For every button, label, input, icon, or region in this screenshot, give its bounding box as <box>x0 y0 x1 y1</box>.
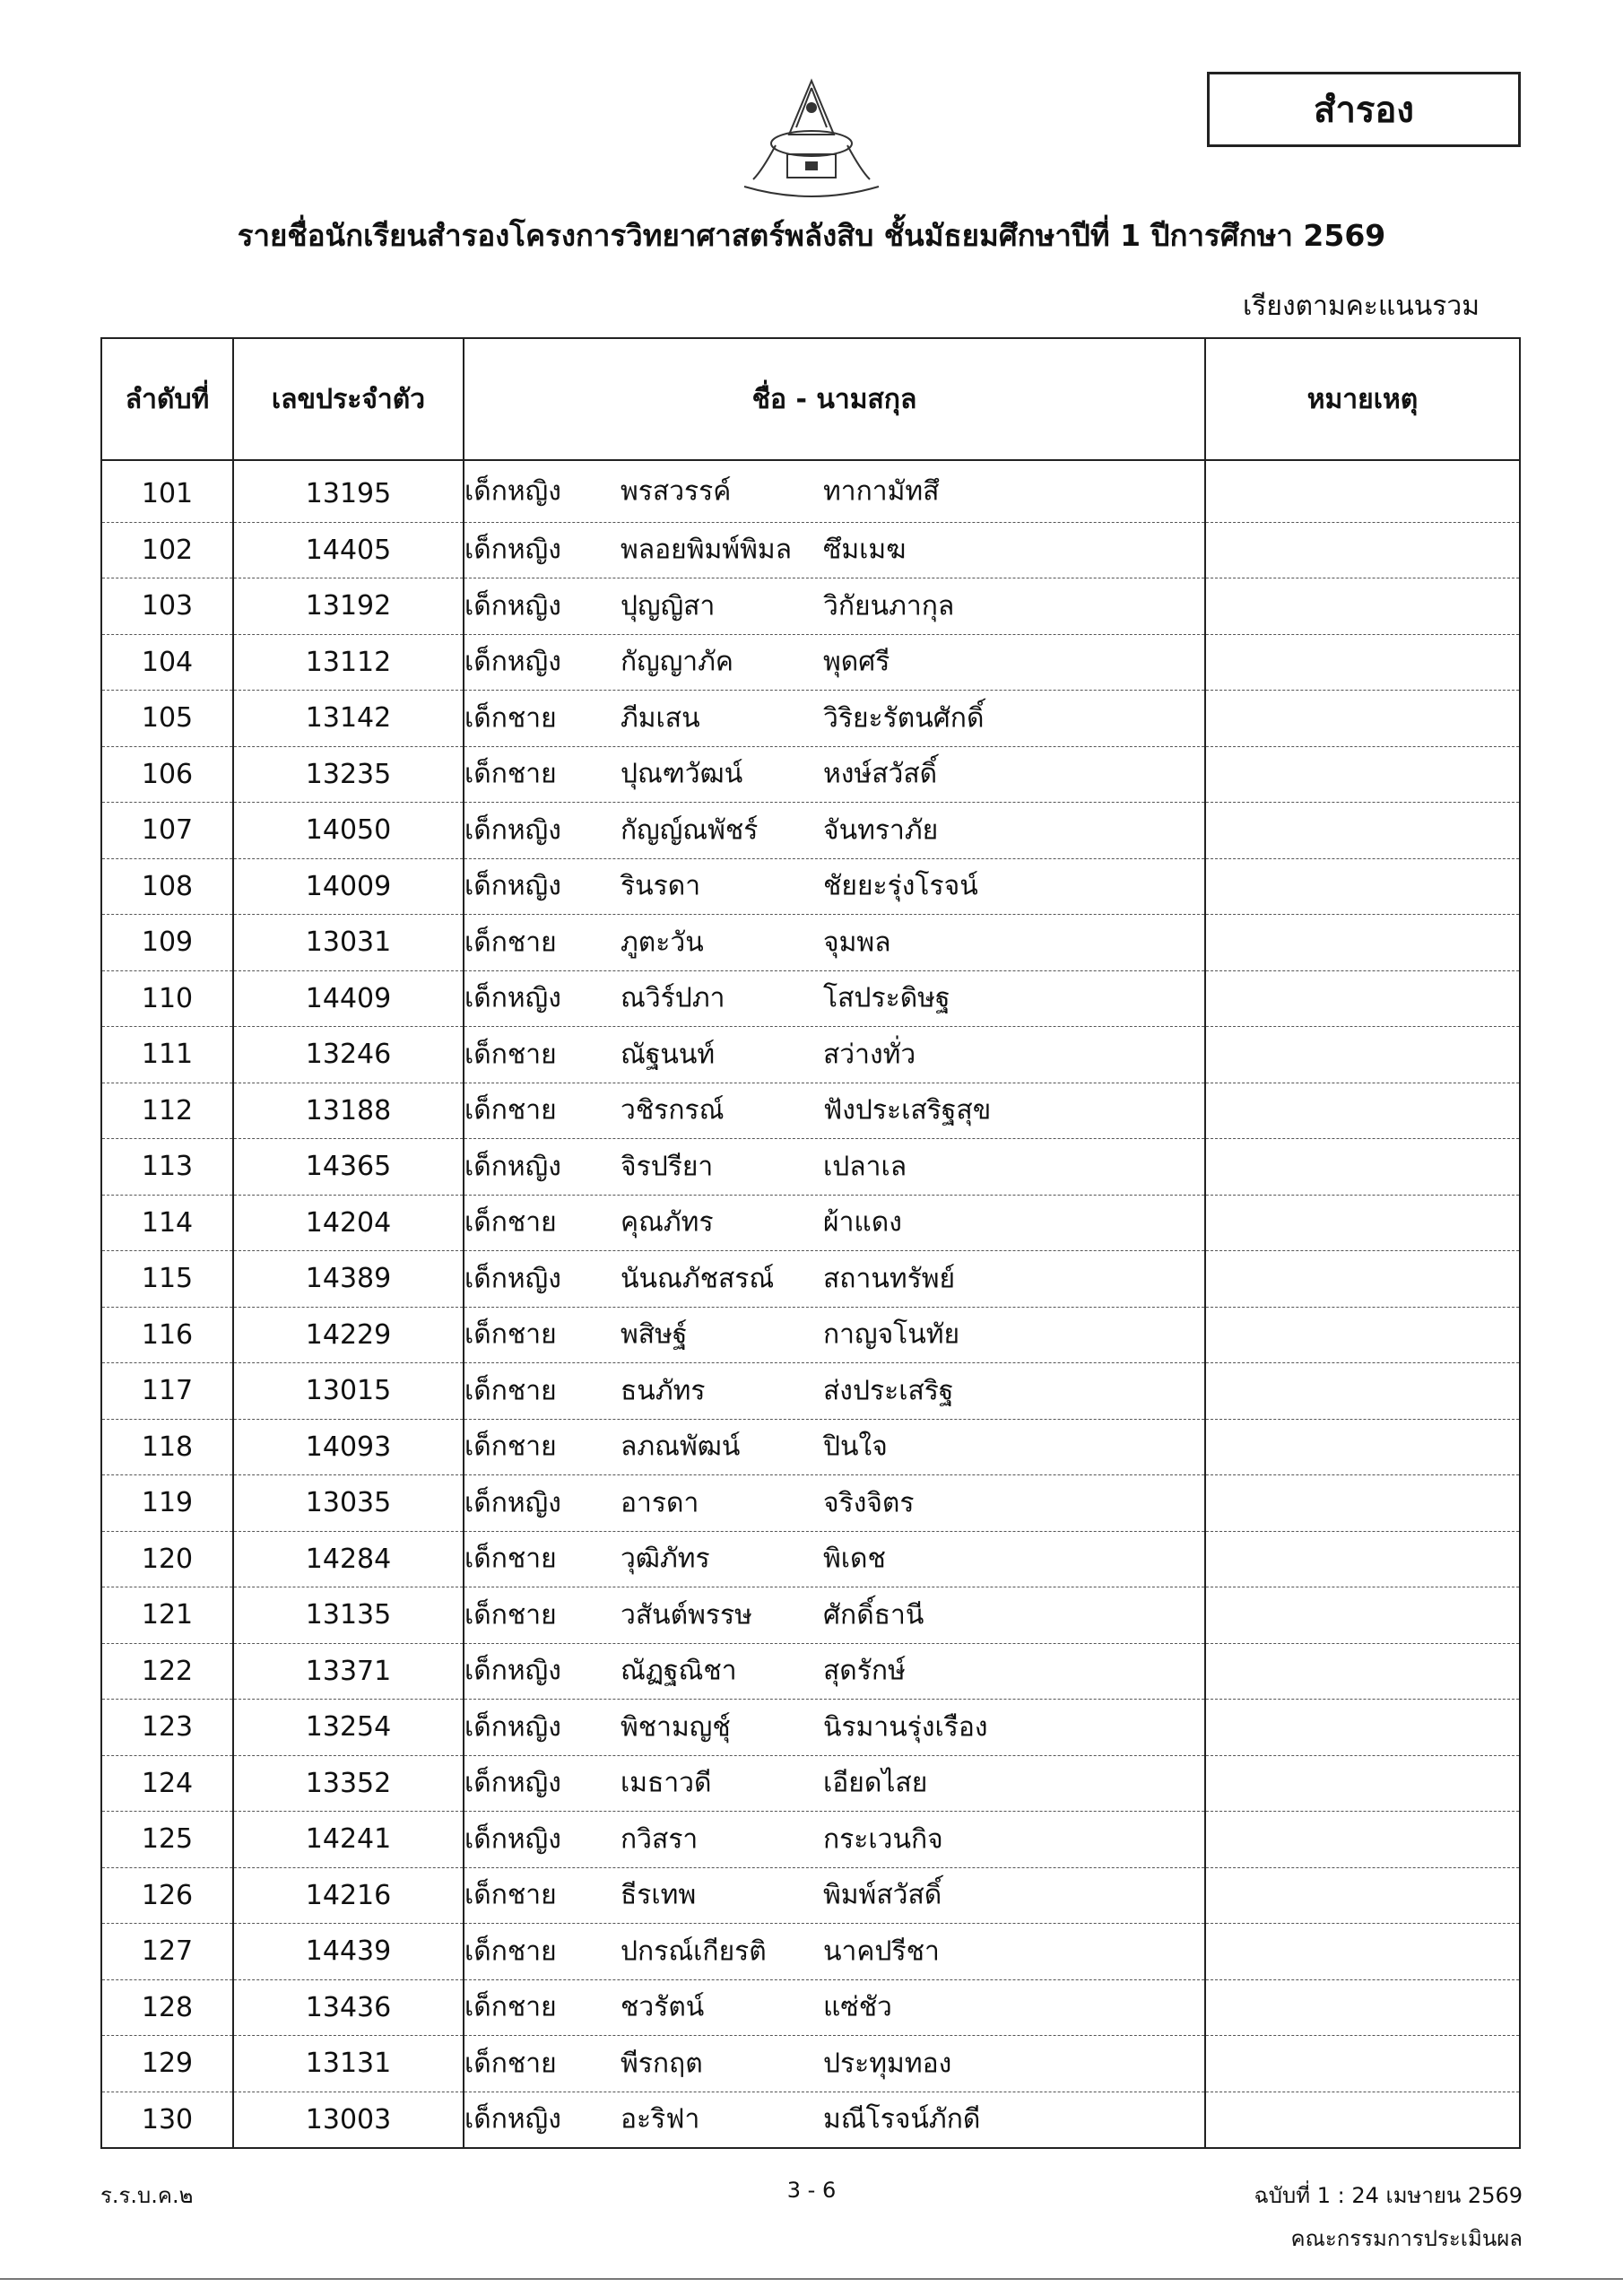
table-row <box>101 691 1520 747</box>
first-name: เมธาวดี <box>621 1767 712 1799</box>
table-row <box>101 1755 1520 1812</box>
row-number: 106 <box>101 746 233 803</box>
table-row <box>101 1531 1520 1587</box>
row-number: 126 <box>101 1867 233 1924</box>
table-row <box>101 1251 1520 1308</box>
column-header-id: เลขประจำตัว <box>233 338 464 460</box>
last-name: ปินใจ <box>823 1431 888 1463</box>
name-prefix: เด็กชาย <box>464 1039 557 1071</box>
row-number: 127 <box>101 1924 233 1980</box>
table-row <box>101 1027 1520 1083</box>
student-id: 14241 <box>233 1812 464 1868</box>
first-name: พิชามญชุ์ <box>621 1711 731 1744</box>
row-number: 116 <box>101 1307 233 1363</box>
student-name <box>464 1139 1205 1196</box>
remark <box>1205 1475 1520 1532</box>
row-number: 108 <box>101 858 233 915</box>
first-name: พรสวรรค์ <box>621 475 732 508</box>
row-number: 130 <box>101 2092 233 2148</box>
name-prefix: เด็กชาย <box>464 1094 557 1126</box>
last-name: พิเดช <box>823 1543 886 1575</box>
student-name <box>464 578 1205 635</box>
last-name: วิริยะรัตนศักดิ์ <box>823 702 985 735</box>
student-id: 14050 <box>233 803 464 859</box>
remark <box>1205 1812 1520 1868</box>
student-name <box>464 1587 1205 1644</box>
row-number: 123 <box>101 1700 233 1756</box>
first-name: วุฒิภัทร <box>621 1543 710 1575</box>
remark <box>1205 522 1520 578</box>
table-row <box>101 803 1520 859</box>
student-name <box>464 746 1205 803</box>
first-name: ปุญญิสา <box>621 590 716 622</box>
student-id: 14229 <box>233 1307 464 1363</box>
name-prefix: เด็กชาย <box>464 1991 557 2023</box>
first-name: วชิรกรณ์ <box>621 1094 725 1126</box>
remark <box>1205 460 1520 522</box>
student-name <box>464 1812 1205 1868</box>
remark <box>1205 1587 1520 1644</box>
student-id: 14093 <box>233 1419 464 1475</box>
first-name: ณวิร์ปภา <box>621 982 725 1014</box>
committee-name: คณะกรรมการประเมินผล <box>1290 2226 1523 2251</box>
remark <box>1205 1531 1520 1587</box>
remark <box>1205 1363 1520 1420</box>
remark <box>1205 858 1520 915</box>
remark <box>1205 915 1520 971</box>
row-number: 119 <box>101 1475 233 1532</box>
student-id: 13254 <box>233 1700 464 1756</box>
row-number: 104 <box>101 634 233 691</box>
student-id: 13112 <box>233 634 464 691</box>
name-prefix: เด็กชาย <box>464 1879 557 1911</box>
remark <box>1205 1643 1520 1700</box>
student-table <box>100 337 1521 2149</box>
name-prefix: เด็กหญิง <box>464 1263 561 1295</box>
first-name: กวิสรา <box>621 1823 699 1856</box>
row-number: 107 <box>101 803 233 859</box>
student-name <box>464 460 1205 522</box>
last-name: ชัยยะรุ่งโรจน์ <box>823 870 978 902</box>
row-number: 120 <box>101 1531 233 1587</box>
student-id: 13436 <box>233 1979 464 2036</box>
name-prefix: เด็กชาย <box>464 1206 557 1239</box>
last-name: ประทุมทอง <box>823 2048 952 2080</box>
student-name <box>464 1195 1205 1251</box>
table-row <box>101 1139 1520 1196</box>
row-number: 112 <box>101 1083 233 1139</box>
row-number: 117 <box>101 1363 233 1420</box>
row-number: 110 <box>101 970 233 1027</box>
student-name <box>464 1643 1205 1700</box>
table-row <box>101 1587 1520 1644</box>
column-header-name: ชื่อ - นามสกุล <box>464 338 1205 460</box>
first-name: วสันต์พรรษ <box>621 1599 752 1631</box>
name-prefix: เด็กหญิง <box>464 646 561 678</box>
student-name <box>464 1475 1205 1532</box>
remark <box>1205 578 1520 635</box>
remark <box>1205 1867 1520 1924</box>
first-name: พลอยพิมพ์พิมล <box>621 534 793 566</box>
bottom-rule <box>0 2278 1623 2280</box>
student-id: 13015 <box>233 1363 464 1420</box>
table-body <box>101 460 1520 2148</box>
last-name: กาญจโนทัย <box>823 1318 960 1351</box>
row-number: 111 <box>101 1027 233 1083</box>
remark <box>1205 970 1520 1027</box>
remark <box>1205 634 1520 691</box>
first-name: รินรดา <box>621 870 701 902</box>
remark <box>1205 1251 1520 1308</box>
student-id: 13003 <box>233 2092 464 2148</box>
last-name: วิกัยนภากุล <box>823 590 955 622</box>
name-prefix: เด็กชาย <box>464 926 557 959</box>
row-number: 122 <box>101 1643 233 1700</box>
row-number: 103 <box>101 578 233 635</box>
student-name <box>464 634 1205 691</box>
school-emblem-icon <box>690 72 933 206</box>
first-name: ณัฐนนท์ <box>621 1039 716 1071</box>
table-row <box>101 1083 1520 1139</box>
status-badge: สำรอง <box>1207 72 1521 147</box>
table-row <box>101 1979 1520 2036</box>
remark <box>1205 1755 1520 1812</box>
first-name: ภีมเสน <box>621 702 700 735</box>
student-id: 13142 <box>233 691 464 747</box>
student-id: 13035 <box>233 1475 464 1532</box>
first-name: พสิษฐ์ <box>621 1318 688 1351</box>
page-title: รายชื่อนักเรียนสำรองโครงการวิทยาศาสตร์พลังสิบ ชั้นมัธยมศึกษาปีที่ 1 ปีการศึกษา 2569 <box>237 218 1386 253</box>
last-name: เอียดไสย <box>823 1767 928 1799</box>
row-number: 114 <box>101 1195 233 1251</box>
last-name: จุมพล <box>823 926 891 959</box>
row-number: 115 <box>101 1251 233 1308</box>
last-name: สว่างทั่ว <box>823 1039 916 1071</box>
row-number: 105 <box>101 691 233 747</box>
student-id: 14009 <box>233 858 464 915</box>
name-prefix: เด็กชาย <box>464 1431 557 1463</box>
remark <box>1205 1139 1520 1196</box>
first-name: ธีรเทพ <box>621 1879 697 1911</box>
name-prefix: เด็กหญิง <box>464 2103 561 2135</box>
student-name <box>464 1531 1205 1587</box>
last-name: นิรมานรุ่งเรือง <box>823 1711 988 1744</box>
student-id: 13188 <box>233 1083 464 1139</box>
last-name: จันทราภัย <box>823 814 939 847</box>
student-name <box>464 803 1205 859</box>
last-name: ทากามัทสึ <box>823 475 940 508</box>
student-name <box>464 1419 1205 1475</box>
last-name: หงษ์สวัสดิ์ <box>823 758 938 790</box>
row-number: 118 <box>101 1419 233 1475</box>
student-id: 14365 <box>233 1139 464 1196</box>
row-number: 125 <box>101 1812 233 1868</box>
first-name: กัญญาภัค <box>621 646 733 678</box>
column-header-no: ลำดับที่ <box>101 338 233 460</box>
last-name: ศักดิ์ธานี <box>823 1599 924 1631</box>
row-number: 101 <box>101 460 233 522</box>
first-name: อะริฟา <box>621 2103 700 2135</box>
student-id: 13031 <box>233 915 464 971</box>
first-name: ณัฏฐณิชา <box>621 1655 737 1687</box>
first-name: จิรปรียา <box>621 1151 714 1183</box>
student-name <box>464 970 1205 1027</box>
name-prefix: เด็กหญิง <box>464 814 561 847</box>
row-number: 128 <box>101 1979 233 2036</box>
student-id: 13246 <box>233 1027 464 1083</box>
remark <box>1205 1419 1520 1475</box>
form-code: ร.ร.บ.ค.๒ <box>100 2183 194 2208</box>
remark <box>1205 1083 1520 1139</box>
last-name: แซ่ชัว <box>823 1991 892 2023</box>
last-name: มณีโรจน์ภักดี <box>823 2103 981 2135</box>
student-name <box>464 1700 1205 1756</box>
name-prefix: เด็กหญิง <box>464 1823 561 1856</box>
name-prefix: เด็กชาย <box>464 1599 557 1631</box>
table-row <box>101 1307 1520 1363</box>
student-id: 13371 <box>233 1643 464 1700</box>
row-number: 102 <box>101 522 233 578</box>
first-name: คุณภัทร <box>621 1206 714 1239</box>
row-number: 129 <box>101 2036 233 2092</box>
first-name: ชวรัตน์ <box>621 1991 705 2023</box>
remark <box>1205 691 1520 747</box>
first-name: ธนภัทร <box>621 1375 706 1407</box>
student-id: 14409 <box>233 970 464 1027</box>
remark <box>1205 2036 1520 2092</box>
student-name <box>464 1307 1205 1363</box>
table-row <box>101 970 1520 1027</box>
table-row <box>101 1700 1520 1756</box>
student-name <box>464 1924 1205 1980</box>
name-prefix: เด็กหญิง <box>464 1655 561 1687</box>
student-name <box>464 1027 1205 1083</box>
student-id: 14216 <box>233 1867 464 1924</box>
remark <box>1205 803 1520 859</box>
student-name <box>464 1755 1205 1812</box>
last-name: สุดรักษ์ <box>823 1655 906 1687</box>
table-row <box>101 1812 1520 1868</box>
table-row <box>101 1475 1520 1532</box>
last-name: ส่งประเสริฐ <box>823 1375 954 1407</box>
student-id: 14439 <box>233 1924 464 1980</box>
student-name <box>464 2092 1205 2148</box>
name-prefix: เด็กหญิง <box>464 1151 561 1183</box>
student-name <box>464 1363 1205 1420</box>
remark <box>1205 1027 1520 1083</box>
first-name: นันณภัชสรณ์ <box>621 1263 775 1295</box>
student-name <box>464 858 1205 915</box>
remark <box>1205 746 1520 803</box>
student-id: 13131 <box>233 2036 464 2092</box>
name-prefix: เด็กชาย <box>464 1375 557 1407</box>
table-row <box>101 634 1520 691</box>
remark <box>1205 1979 1520 2036</box>
table-row <box>101 1195 1520 1251</box>
remark <box>1205 2092 1520 2148</box>
student-name <box>464 1083 1205 1139</box>
last-name: ฟังประเสริฐสุข <box>823 1094 992 1126</box>
student-name <box>464 1251 1205 1308</box>
column-header-note: หมายเหตุ <box>1205 338 1520 460</box>
first-name: ปกรณ์เกียรติ <box>621 1935 767 1968</box>
student-name <box>464 2036 1205 2092</box>
table-row <box>101 1924 1520 1980</box>
table-row <box>101 858 1520 915</box>
table-row <box>101 1419 1520 1475</box>
name-prefix: เด็กชาย <box>464 758 557 790</box>
name-prefix: เด็กหญิง <box>464 534 561 566</box>
name-prefix: เด็กหญิง <box>464 982 561 1014</box>
name-prefix: เด็กหญิง <box>464 1767 561 1799</box>
student-id: 14405 <box>233 522 464 578</box>
name-prefix: เด็กหญิง <box>464 475 561 508</box>
table-row <box>101 1643 1520 1700</box>
first-name: พีรกฤต <box>621 2048 703 2080</box>
table-row <box>101 578 1520 635</box>
remark <box>1205 1924 1520 1980</box>
first-name: ลภณพัฒน์ <box>621 1431 741 1463</box>
table-row <box>101 2092 1520 2148</box>
first-name: อารดา <box>621 1487 699 1519</box>
student-name <box>464 1979 1205 2036</box>
name-prefix: เด็กหญิง <box>464 870 561 902</box>
last-name: กระเวนกิจ <box>823 1823 943 1856</box>
name-prefix: เด็กชาย <box>464 1318 557 1351</box>
row-number: 109 <box>101 915 233 971</box>
name-prefix: เด็กชาย <box>464 2048 557 2080</box>
last-name: ผ้าแดง <box>823 1206 902 1239</box>
name-prefix: เด็กหญิง <box>464 1487 561 1519</box>
student-id: 13135 <box>233 1587 464 1644</box>
student-name <box>464 1867 1205 1924</box>
last-name: เปลาเล <box>823 1151 907 1183</box>
name-prefix: เด็กหญิง <box>464 1711 561 1744</box>
student-id: 13192 <box>233 578 464 635</box>
last-name: นาคปรีชา <box>823 1935 940 1968</box>
last-name: พุดศรี <box>823 646 890 678</box>
table-row <box>101 1867 1520 1924</box>
student-id: 14389 <box>233 1251 464 1308</box>
student-id: 14284 <box>233 1531 464 1587</box>
name-prefix: เด็กชาย <box>464 702 557 735</box>
last-name: จริงจิตร <box>823 1487 915 1519</box>
table-row <box>101 746 1520 803</box>
student-id: 13235 <box>233 746 464 803</box>
first-name: ภูตะวัน <box>621 926 704 959</box>
last-name: สถานทรัพย์ <box>823 1263 956 1295</box>
last-name: ซึมเมฆ <box>823 534 907 566</box>
first-name: กัญญ์ณพัชร์ <box>621 814 759 847</box>
page-number: 3 - 6 <box>786 2178 837 2203</box>
student-id: 13195 <box>233 460 464 522</box>
name-prefix: เด็กหญิง <box>464 590 561 622</box>
last-name: พิมพ์สวัสดิ์ <box>823 1879 942 1911</box>
remark <box>1205 1307 1520 1363</box>
row-number: 113 <box>101 1139 233 1196</box>
table-row <box>101 522 1520 578</box>
remark <box>1205 1700 1520 1756</box>
remark <box>1205 1195 1520 1251</box>
name-prefix: เด็กชาย <box>464 1935 557 1968</box>
student-name <box>464 691 1205 747</box>
student-id: 14204 <box>233 1195 464 1251</box>
table-row <box>101 1363 1520 1420</box>
first-name: ปุณฑวัฒน์ <box>621 758 743 790</box>
student-name <box>464 522 1205 578</box>
sort-note: เรียงตามคะแนนรวม <box>1243 291 1480 322</box>
row-number: 121 <box>101 1587 233 1644</box>
student-name <box>464 915 1205 971</box>
row-number: 124 <box>101 1755 233 1812</box>
table-row <box>101 915 1520 971</box>
edition-date: ฉบับที่ 1 : 24 เมษายน 2569 <box>1254 2183 1523 2208</box>
last-name: โสประดิษฐ <box>823 982 950 1014</box>
table-row <box>101 2036 1520 2092</box>
student-id: 13352 <box>233 1755 464 1812</box>
table-row <box>101 460 1520 522</box>
name-prefix: เด็กชาย <box>464 1543 557 1575</box>
